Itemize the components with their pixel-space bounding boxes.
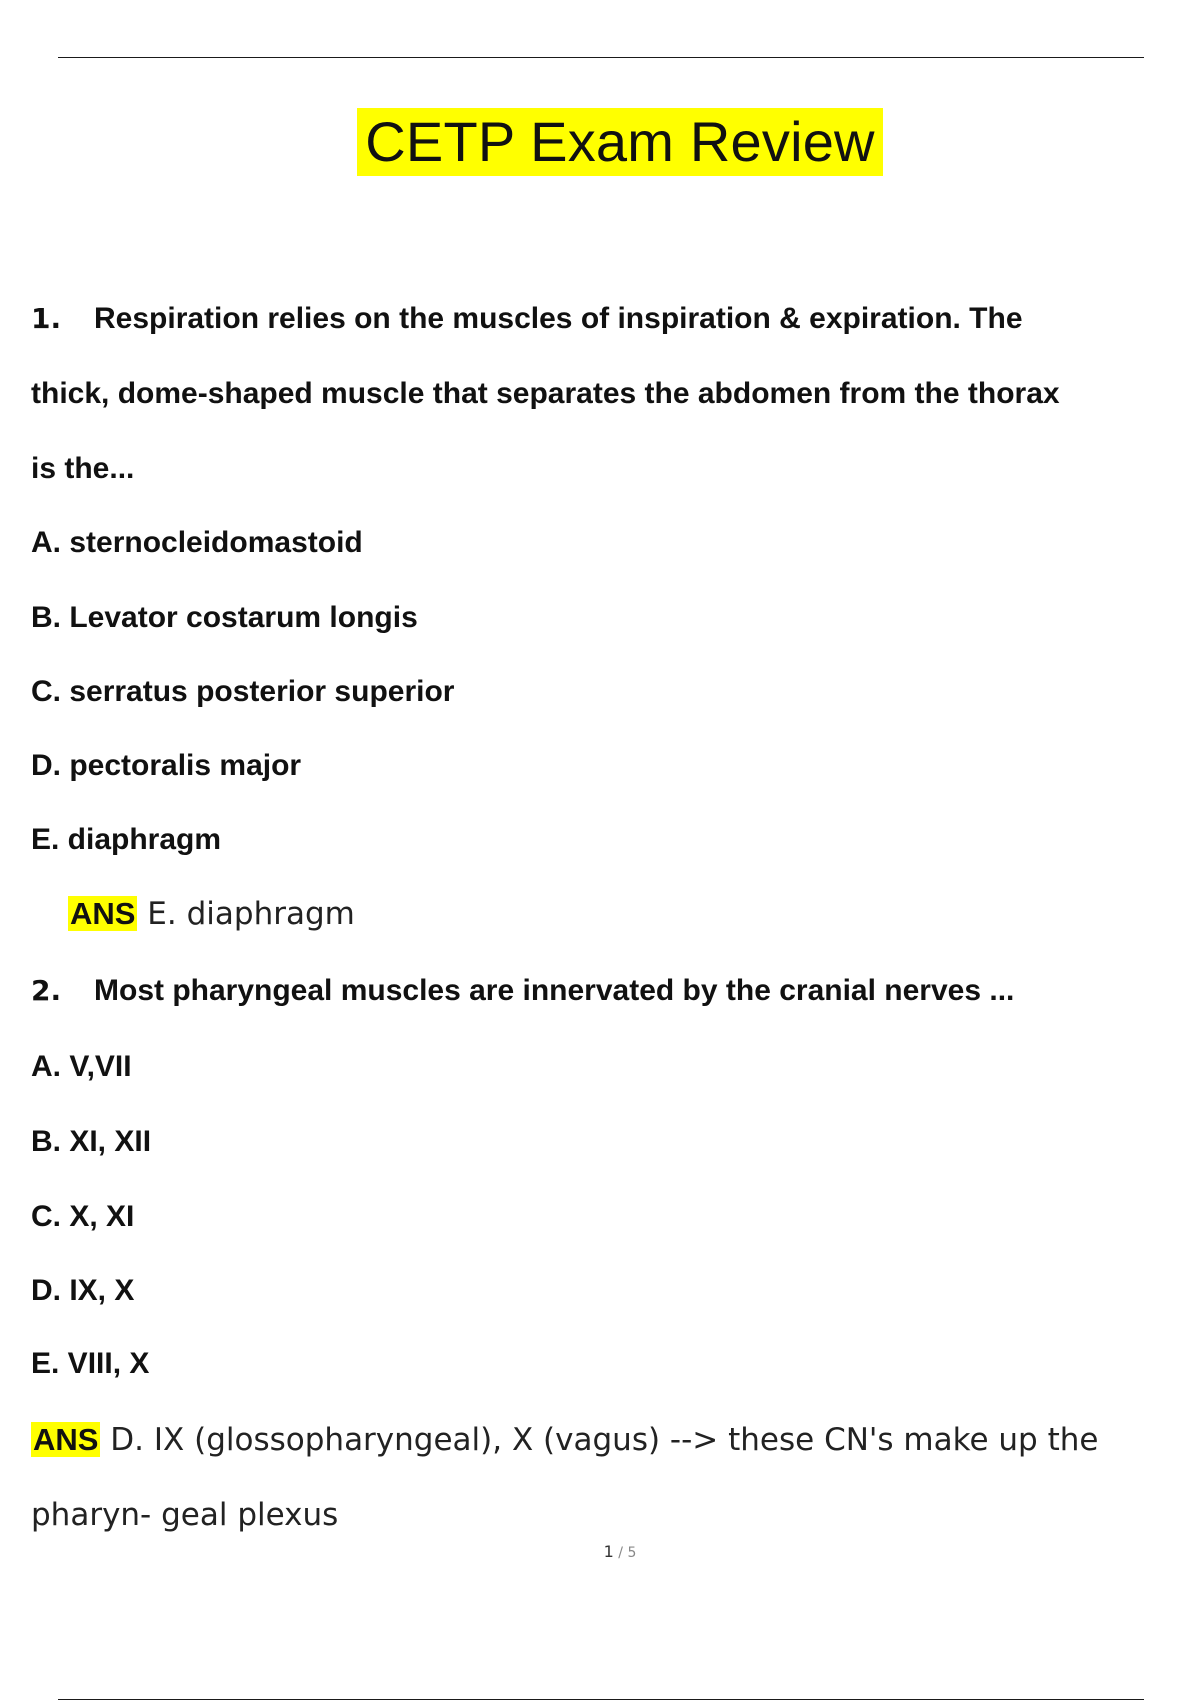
question-1-line-3: is the... <box>31 452 135 485</box>
question-2-option-a: A. V,VII <box>31 1050 132 1083</box>
top-rule <box>58 57 1144 58</box>
question-1-option-a: A. sternocleidomastoid <box>31 526 363 559</box>
answer-text: E. diaphragm <box>137 896 355 932</box>
question-1-line-1: Respiration relies on the muscles of inspiration & expiration. The <box>94 302 1023 335</box>
question-2-option-d: D. IX, X <box>31 1274 135 1307</box>
question-1-number: 1. <box>31 302 62 335</box>
answer-label: ANS <box>70 896 136 931</box>
page-separator: / <box>613 1545 628 1561</box>
question-1-option-d: D. pectoralis major <box>31 749 302 782</box>
question-2-answer-line-2: pharyn- geal plexus <box>31 1497 339 1533</box>
question-1-answer <box>68 894 355 934</box>
question-1-option-b: B. Levator costarum longis <box>31 601 418 634</box>
document-title: CETP Exam Review <box>357 108 883 176</box>
question-1-option-e: E. diaphragm <box>31 823 222 856</box>
question-2-option-b: B. XI, XII <box>31 1125 152 1158</box>
page-current: 1 <box>603 1542 614 1561</box>
page-total: 5 <box>627 1545 637 1561</box>
page-indicator <box>0 1542 1200 1561</box>
question-2-option-e: E. VIII, X <box>31 1347 150 1380</box>
question-2-answer-line-1 <box>31 1420 1098 1460</box>
question-2-option-c: C. X, XI <box>31 1200 135 1233</box>
question-1-option-c: C. serratus posterior superior <box>31 675 455 708</box>
question-2-line-1: Most pharyngeal muscles are innervated by the cranial nerves ... <box>94 974 1015 1007</box>
answer-label: ANS <box>33 1422 99 1457</box>
question-1-line-2: thick, dome-shaped muscle that separates the abdomen from the thorax <box>31 377 1060 410</box>
answer-text: D. IX (glossopharyngeal), X (vagus) --> these CN's make up the <box>100 1422 1099 1458</box>
question-2-number: 2. <box>31 974 62 1007</box>
